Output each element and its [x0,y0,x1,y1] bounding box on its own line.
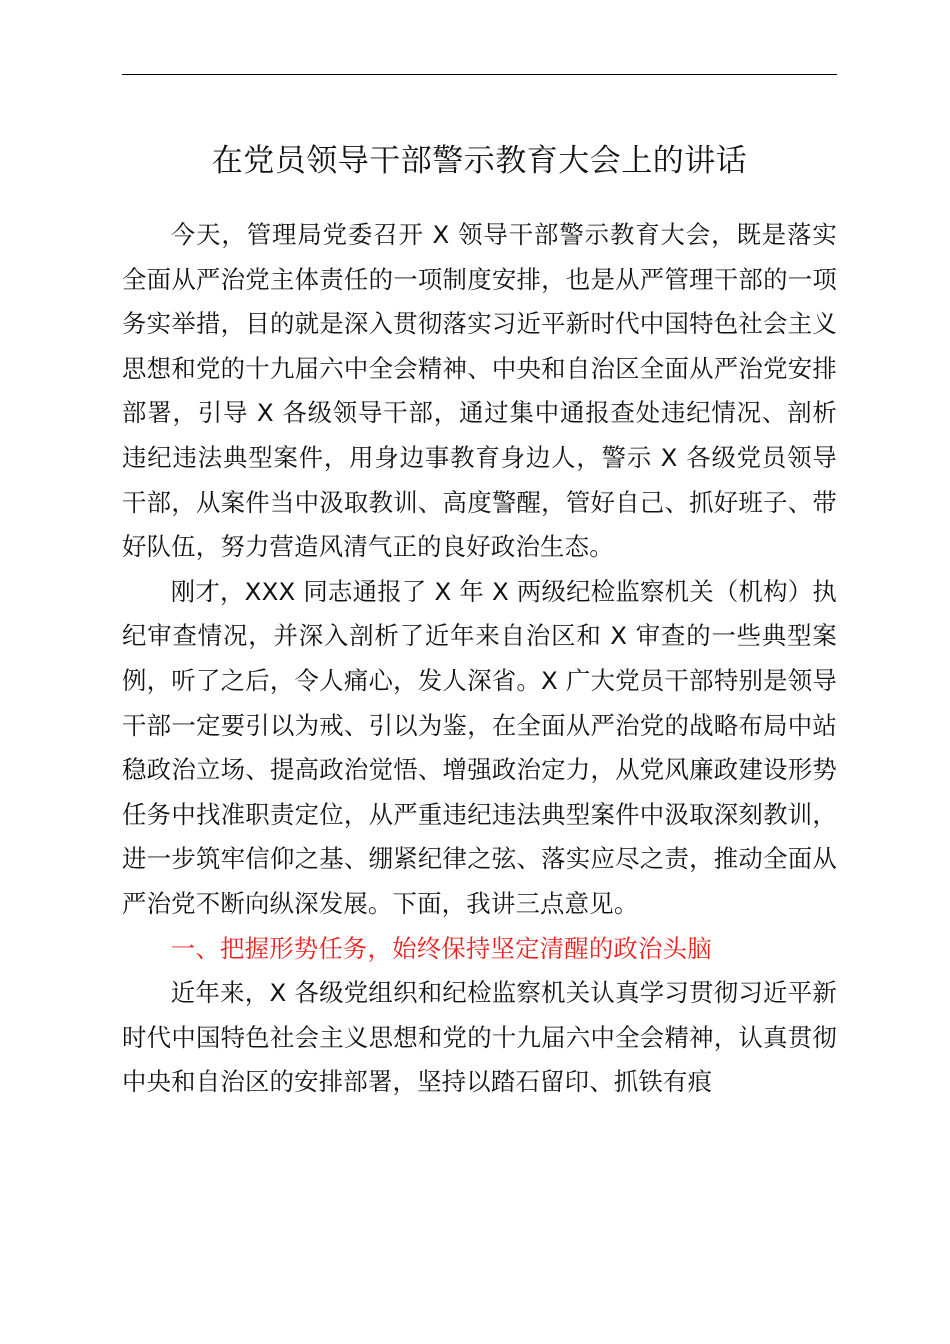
paragraph-opening: 今天，管理局党委召开 X 领导干部警示教育大会，既是落实全面从严治党主体责任的一项制度安排，也是从严管理干部的一项务实举措，目的就是深入贯彻落实习近平新时代中国特色社会主义思想和党的十九届六中全会精神、中央和自治区全面从严治党安排部署，引导 X 各级领导干部，通过集中通报查处违纪情况、剖析违纪违法典型案件，用身边事教育身边人，警示 X 各级党员领导干部，从案件当中汲取教训、高度警醒，管好自己、抓好班子、带好队伍，努力营造风清气正的良好政治生态。 [122,220,837,562]
header-rule [122,74,837,75]
document-title: 在党员领导干部警示教育大会上的讲话 [211,143,748,179]
paragraph-section-1: 近年来，X 各级党组织和纪检监察机关认真学习贯彻习近平新时代中国特色社会主义思想和党的十九届六中全会精神，认真贯彻中央和自治区的安排部署，坚持以踏石留印、抓铁有痕 [122,978,837,1097]
paragraph-briefing: 刚才，XXX 同志通报了 X 年 X 两级纪检监察机关（机构）执纪审查情况，并深入剖析了近年来自治区和 X 审查的一些典型案例，听了之后，令人痛心，发人深省。X 广大党员干部特别是领导干部一定要引以为戒、引以为鉴，在全面从严治党的战略布局中站稳政治立场、提高政治觉悟、增强政治定力，从党风廉政建设形势任务中找准职责定位，从严重违纪违法典型案件中汲取深刻教训，进一步筑牢信仰之基、绷紧纪律之弦、落实应尽之责，推动全面从严治党不断向纵深发展。下面，我讲三点意见。 [122,576,837,918]
section-heading-1: 一、把握形势任务，始终保持坚定清醒的政治头脑 [170,933,712,963]
document-body [122,213,837,1105]
